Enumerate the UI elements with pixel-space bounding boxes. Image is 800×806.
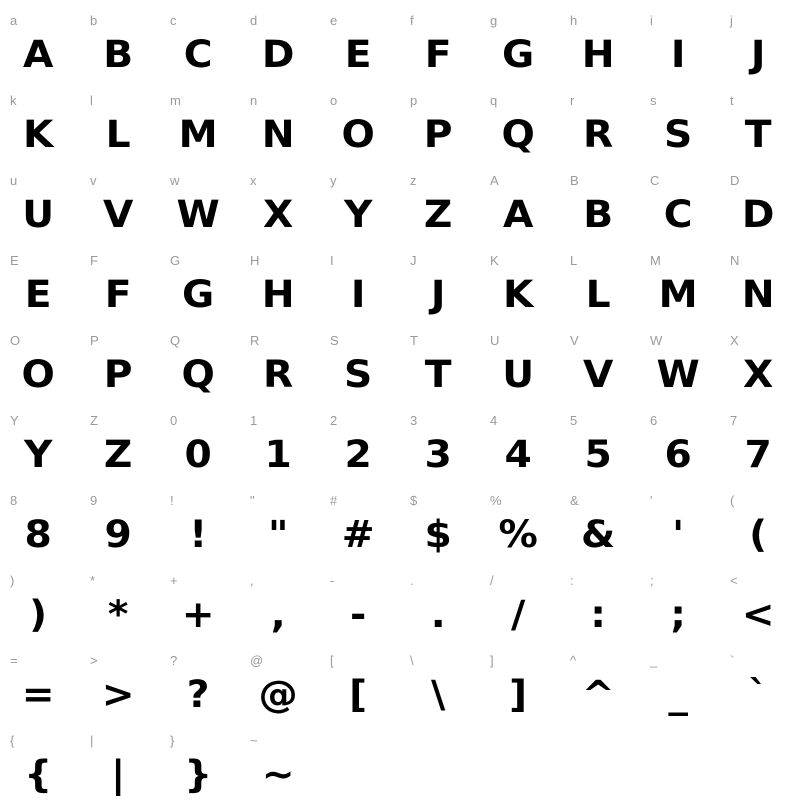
glyph-cell[interactable] bbox=[560, 406, 640, 486]
glyph-cell-character: Q bbox=[181, 353, 215, 396]
glyph-cell-character: W bbox=[176, 193, 220, 236]
glyph-cell-character: I bbox=[350, 273, 366, 316]
glyph-cell-character: B bbox=[583, 193, 614, 236]
glyph-cell-character: N bbox=[741, 273, 775, 316]
glyph-cell-label: i bbox=[650, 13, 653, 28]
glyph-cell-label: q bbox=[490, 93, 498, 108]
glyph-cell[interactable] bbox=[480, 86, 560, 166]
glyph-cell-label: 9 bbox=[90, 493, 98, 508]
glyph-cell[interactable] bbox=[240, 406, 320, 486]
glyph-cell-label: 7 bbox=[730, 413, 738, 428]
glyph-cell[interactable] bbox=[640, 406, 720, 486]
glyph-cell-label: # bbox=[330, 493, 338, 508]
glyph-cell-label: K bbox=[490, 253, 499, 268]
glyph-cell[interactable] bbox=[400, 166, 480, 246]
glyph-cell-character: 2 bbox=[344, 433, 372, 476]
glyph-cell-character: N bbox=[261, 113, 295, 156]
glyph-cell-character: 9 bbox=[104, 513, 132, 556]
glyph-cell-label: n bbox=[250, 93, 258, 108]
glyph-cell-label: j bbox=[730, 13, 733, 28]
glyph-cell[interactable] bbox=[560, 566, 640, 646]
glyph-cell-empty bbox=[560, 726, 640, 806]
glyph-cell[interactable] bbox=[160, 486, 240, 566]
glyph-cell-character: ] bbox=[509, 673, 528, 716]
glyph-cell[interactable] bbox=[480, 486, 560, 566]
glyph-cell-label: M bbox=[650, 253, 661, 268]
glyph-cell-character: S bbox=[664, 113, 693, 156]
glyph-cell-character: V bbox=[102, 193, 134, 236]
glyph-cell[interactable] bbox=[560, 646, 640, 726]
glyph-cell[interactable] bbox=[320, 566, 400, 646]
glyph-cell-label: $ bbox=[410, 493, 418, 508]
glyph-cell[interactable] bbox=[480, 326, 560, 406]
glyph-cell-label: t bbox=[730, 93, 734, 108]
glyph-cell[interactable] bbox=[480, 6, 560, 86]
glyph-cell-character: B bbox=[103, 33, 134, 76]
glyph-cell-character: ! bbox=[189, 513, 208, 556]
glyph-cell[interactable] bbox=[240, 646, 320, 726]
glyph-cell-label: F bbox=[90, 253, 98, 268]
glyph-cell-label: = bbox=[10, 653, 18, 668]
glyph-cell-label: U bbox=[490, 333, 500, 348]
glyph-cell-character: ' bbox=[672, 513, 685, 556]
glyph-cell-label: D bbox=[730, 173, 740, 188]
glyph-cell-label: A bbox=[490, 173, 499, 188]
glyph-cell-character: O bbox=[21, 353, 55, 396]
glyph-cell-label: W bbox=[650, 333, 663, 348]
glyph-cell[interactable] bbox=[640, 646, 720, 726]
glyph-cell-label: d bbox=[250, 13, 258, 28]
glyph-cell-label: ' bbox=[650, 493, 653, 508]
glyph-cell-character: P bbox=[103, 353, 133, 396]
glyph-cell-label: Z bbox=[90, 413, 98, 428]
glyph-cell[interactable] bbox=[240, 326, 320, 406]
glyph-cell-label: B bbox=[570, 173, 579, 188]
glyph-cell-character: X bbox=[263, 193, 294, 236]
glyph-cell-character: W bbox=[656, 353, 700, 396]
glyph-cell[interactable] bbox=[560, 86, 640, 166]
glyph-cell-character: R bbox=[583, 113, 614, 156]
glyph-cell[interactable] bbox=[160, 566, 240, 646]
glyph-cell-empty bbox=[480, 726, 560, 806]
glyph-cell[interactable] bbox=[720, 166, 800, 246]
glyph-cell-character: I bbox=[670, 33, 686, 76]
glyph-cell-label: N bbox=[730, 253, 740, 268]
glyph-cell-character: J bbox=[750, 33, 766, 76]
glyph-cell-label: H bbox=[250, 253, 260, 268]
glyph-cell-character: H bbox=[261, 273, 295, 316]
glyph-cell-character: T bbox=[424, 353, 452, 396]
glyph-cell-label: z bbox=[410, 173, 417, 188]
glyph-cell-character: + bbox=[181, 593, 215, 636]
glyph-cell-label: o bbox=[330, 93, 338, 108]
glyph-cell[interactable] bbox=[80, 566, 160, 646]
glyph-cell-label: - bbox=[330, 573, 335, 588]
glyph-cell[interactable] bbox=[160, 726, 240, 806]
glyph-cell-label: 6 bbox=[650, 413, 658, 428]
glyph-cell-character: Z bbox=[423, 193, 453, 236]
glyph-cell-character: / bbox=[510, 593, 526, 636]
glyph-grid bbox=[0, 6, 800, 806]
glyph-cell-label: / bbox=[490, 573, 494, 588]
glyph-cell[interactable] bbox=[480, 646, 560, 726]
glyph-cell-character: P bbox=[423, 113, 453, 156]
glyph-cell-character: U bbox=[502, 353, 535, 396]
glyph-cell[interactable] bbox=[320, 86, 400, 166]
glyph-cell[interactable] bbox=[720, 646, 800, 726]
glyph-cell-character: 5 bbox=[584, 433, 612, 476]
glyph-cell-label: ` bbox=[730, 653, 735, 668]
glyph-cell-character: L bbox=[105, 113, 131, 156]
glyph-cell-character: M bbox=[658, 273, 698, 316]
glyph-cell-character: " bbox=[267, 513, 289, 556]
glyph-cell[interactable] bbox=[640, 246, 720, 326]
glyph-cell-label: | bbox=[90, 733, 94, 748]
glyph-cell[interactable] bbox=[480, 566, 560, 646]
glyph-cell-character: | bbox=[110, 753, 126, 796]
glyph-cell-label: < bbox=[730, 573, 738, 588]
glyph-cell[interactable] bbox=[240, 6, 320, 86]
glyph-cell-label: % bbox=[490, 493, 502, 508]
glyph-cell-label: c bbox=[170, 13, 177, 28]
glyph-cell-label: Q bbox=[170, 333, 181, 348]
glyph-cell-character: V bbox=[582, 353, 614, 396]
glyph-cell[interactable] bbox=[160, 166, 240, 246]
glyph-cell-character: M bbox=[178, 113, 218, 156]
glyph-cell-character: > bbox=[101, 673, 135, 716]
glyph-cell-label: Y bbox=[10, 413, 19, 428]
glyph-cell-label: a bbox=[10, 13, 18, 28]
glyph-cell-character: R bbox=[263, 353, 294, 396]
glyph-cell-character: { bbox=[24, 753, 53, 796]
glyph-cell[interactable] bbox=[480, 406, 560, 486]
glyph-cell-character: Z bbox=[103, 433, 133, 476]
glyph-cell-label: w bbox=[170, 173, 180, 188]
glyph-cell[interactable] bbox=[320, 646, 400, 726]
glyph-cell[interactable] bbox=[0, 326, 80, 406]
glyph-cell[interactable] bbox=[80, 486, 160, 566]
glyph-cell-character: % bbox=[498, 513, 538, 556]
glyph-cell[interactable] bbox=[80, 6, 160, 86]
glyph-cell-label: \ bbox=[410, 653, 414, 668]
glyph-cell[interactable] bbox=[160, 326, 240, 406]
glyph-cell[interactable] bbox=[720, 246, 800, 326]
glyph-cell-label: L bbox=[570, 253, 578, 268]
glyph-cell-character: 6 bbox=[664, 433, 692, 476]
glyph-cell[interactable] bbox=[640, 6, 720, 86]
glyph-cell-label: ~ bbox=[250, 733, 258, 748]
glyph-cell-label: v bbox=[90, 173, 97, 188]
glyph-cell-label: y bbox=[330, 173, 337, 188]
glyph-cell-label: _ bbox=[650, 653, 658, 668]
glyph-cell-label: p bbox=[410, 93, 418, 108]
glyph-cell-character: 7 bbox=[744, 433, 772, 476]
glyph-cell-label: l bbox=[90, 93, 93, 108]
glyph-cell-label: > bbox=[90, 653, 98, 668]
glyph-cell[interactable] bbox=[560, 246, 640, 326]
glyph-cell-label: 1 bbox=[250, 413, 258, 428]
glyph-cell-label: 2 bbox=[330, 413, 338, 428]
glyph-cell-label: @ bbox=[250, 653, 264, 668]
glyph-cell-label: ( bbox=[730, 493, 735, 508]
glyph-cell[interactable] bbox=[400, 646, 480, 726]
glyph-cell-label: h bbox=[570, 13, 578, 28]
glyph-cell-label: 4 bbox=[490, 413, 498, 428]
glyph-cell-character: ) bbox=[29, 593, 48, 636]
glyph-cell[interactable] bbox=[80, 166, 160, 246]
glyph-cell[interactable] bbox=[400, 486, 480, 566]
glyph-cell[interactable] bbox=[320, 486, 400, 566]
glyph-cell[interactable] bbox=[0, 406, 80, 486]
glyph-cell-character: \ bbox=[430, 673, 446, 716]
glyph-cell[interactable] bbox=[480, 166, 560, 246]
glyph-cell-label: J bbox=[410, 253, 417, 268]
glyph-cell-empty bbox=[640, 726, 720, 806]
glyph-cell-character: C bbox=[663, 193, 693, 236]
glyph-cell[interactable] bbox=[240, 486, 320, 566]
glyph-cell[interactable] bbox=[640, 326, 720, 406]
glyph-cell[interactable] bbox=[560, 6, 640, 86]
glyph-cell-label: S bbox=[330, 333, 339, 348]
glyph-cell[interactable] bbox=[160, 406, 240, 486]
glyph-cell[interactable] bbox=[240, 726, 320, 806]
glyph-cell-character: G bbox=[182, 273, 215, 316]
glyph-cell-character: K bbox=[502, 273, 534, 316]
glyph-cell-character: $ bbox=[424, 513, 452, 556]
glyph-cell-character: F bbox=[424, 33, 452, 76]
glyph-cell[interactable] bbox=[80, 86, 160, 166]
glyph-cell[interactable] bbox=[720, 486, 800, 566]
glyph-cell-character: ? bbox=[186, 673, 210, 716]
glyph-cell-character: Y bbox=[343, 193, 373, 236]
glyph-cell-label: g bbox=[490, 13, 498, 28]
glyph-cell-label: 8 bbox=[10, 493, 18, 508]
glyph-cell[interactable] bbox=[0, 566, 80, 646]
glyph-cell-character: E bbox=[344, 33, 372, 76]
glyph-cell-label: m bbox=[170, 93, 181, 108]
glyph-cell-character: D bbox=[741, 193, 775, 236]
glyph-cell[interactable] bbox=[720, 6, 800, 86]
glyph-cell[interactable] bbox=[0, 486, 80, 566]
glyph-cell-label: ! bbox=[170, 493, 174, 508]
glyph-cell-character: : bbox=[590, 593, 606, 636]
glyph-cell[interactable] bbox=[320, 406, 400, 486]
glyph-cell-label: * bbox=[90, 573, 96, 588]
glyph-cell-label: G bbox=[170, 253, 181, 268]
glyph-cell-label: 5 bbox=[570, 413, 578, 428]
glyph-cell-character: C bbox=[183, 33, 213, 76]
glyph-cell-character: L bbox=[585, 273, 611, 316]
glyph-cell-character: S bbox=[344, 353, 373, 396]
glyph-cell-label: : bbox=[570, 573, 574, 588]
glyph-cell[interactable] bbox=[0, 246, 80, 326]
glyph-cell-character: K bbox=[22, 113, 54, 156]
glyph-cell-character: } bbox=[184, 753, 213, 796]
glyph-cell-label: [ bbox=[330, 653, 334, 668]
glyph-cell[interactable] bbox=[400, 406, 480, 486]
glyph-cell-label: + bbox=[170, 573, 178, 588]
glyph-cell[interactable] bbox=[400, 566, 480, 646]
glyph-cell-label: } bbox=[170, 733, 175, 748]
glyph-cell-character: ^ bbox=[581, 673, 615, 716]
glyph-cell-character: D bbox=[261, 33, 295, 76]
glyph-cell-character: _ bbox=[668, 673, 688, 716]
glyph-cell-character: F bbox=[104, 273, 132, 316]
glyph-cell-character: Q bbox=[501, 113, 535, 156]
glyph-cell[interactable] bbox=[0, 6, 80, 86]
glyph-cell[interactable] bbox=[240, 566, 320, 646]
glyph-cell-empty bbox=[320, 726, 400, 806]
glyph-cell-character: ( bbox=[749, 513, 768, 556]
glyph-cell[interactable] bbox=[640, 486, 720, 566]
glyph-cell-label: f bbox=[410, 13, 414, 28]
glyph-cell-label: X bbox=[730, 333, 739, 348]
glyph-cell-label: { bbox=[10, 733, 15, 748]
glyph-cell[interactable] bbox=[0, 86, 80, 166]
glyph-cell[interactable] bbox=[160, 646, 240, 726]
glyph-cell-character: & bbox=[581, 513, 616, 556]
glyph-cell-label: r bbox=[570, 93, 575, 108]
glyph-cell-character: Y bbox=[23, 433, 53, 476]
glyph-cell[interactable] bbox=[640, 86, 720, 166]
glyph-cell[interactable] bbox=[320, 6, 400, 86]
glyph-cell-character: 1 bbox=[264, 433, 292, 476]
glyph-cell[interactable] bbox=[320, 326, 400, 406]
glyph-cell-character: . bbox=[430, 593, 446, 636]
glyph-cell[interactable] bbox=[320, 166, 400, 246]
glyph-cell[interactable] bbox=[80, 406, 160, 486]
glyph-cell-character: J bbox=[430, 273, 446, 316]
glyph-cell-character: T bbox=[744, 113, 772, 156]
glyph-cell-character: * bbox=[107, 593, 129, 636]
glyph-cell[interactable] bbox=[160, 86, 240, 166]
glyph-cell-label: ; bbox=[650, 573, 654, 588]
glyph-cell-empty bbox=[720, 726, 800, 806]
glyph-cell[interactable] bbox=[480, 246, 560, 326]
glyph-cell[interactable] bbox=[720, 406, 800, 486]
glyph-cell-label: ? bbox=[170, 653, 178, 668]
glyph-cell-character: @ bbox=[258, 673, 298, 716]
glyph-cell-label: E bbox=[10, 253, 19, 268]
glyph-cell-label: " bbox=[250, 493, 255, 508]
glyph-cell[interactable] bbox=[320, 246, 400, 326]
glyph-cell[interactable] bbox=[640, 166, 720, 246]
glyph-cell-label: , bbox=[250, 573, 254, 588]
glyph-cell-character: A bbox=[502, 193, 534, 236]
glyph-cell-label: ) bbox=[10, 573, 15, 588]
glyph-cell-character: [ bbox=[349, 673, 368, 716]
glyph-cell[interactable] bbox=[80, 246, 160, 326]
glyph-cell-character: ~ bbox=[261, 753, 295, 796]
glyph-cell-character: < bbox=[741, 593, 775, 636]
glyph-cell[interactable] bbox=[720, 566, 800, 646]
glyph-cell[interactable] bbox=[0, 646, 80, 726]
glyph-cell[interactable] bbox=[560, 486, 640, 566]
glyph-cell[interactable] bbox=[720, 326, 800, 406]
glyph-cell-label: P bbox=[90, 333, 99, 348]
glyph-cell-character: E bbox=[24, 273, 52, 316]
glyph-cell-label: ] bbox=[490, 653, 494, 668]
glyph-cell[interactable] bbox=[240, 86, 320, 166]
glyph-cell-label: e bbox=[330, 13, 338, 28]
glyph-cell-character: , bbox=[270, 593, 286, 636]
glyph-cell-label: ^ bbox=[570, 653, 577, 668]
glyph-cell[interactable] bbox=[560, 326, 640, 406]
glyph-cell-character: 4 bbox=[504, 433, 532, 476]
glyph-cell-label: O bbox=[10, 333, 21, 348]
glyph-cell-label: x bbox=[250, 173, 257, 188]
glyph-cell-character: A bbox=[22, 33, 54, 76]
glyph-cell-character: 8 bbox=[24, 513, 52, 556]
glyph-cell-character: G bbox=[502, 33, 535, 76]
glyph-cell[interactable] bbox=[560, 166, 640, 246]
glyph-cell[interactable] bbox=[240, 166, 320, 246]
glyph-cell[interactable] bbox=[0, 166, 80, 246]
glyph-cell-character: ; bbox=[670, 593, 686, 636]
glyph-cell[interactable] bbox=[80, 726, 160, 806]
glyph-cell-label: I bbox=[330, 253, 334, 268]
glyph-cell[interactable] bbox=[160, 6, 240, 86]
glyph-cell-character: - bbox=[350, 593, 367, 636]
glyph-cell-label: 0 bbox=[170, 413, 178, 428]
glyph-cell-character: ` bbox=[748, 673, 768, 716]
glyph-cell-character: H bbox=[581, 33, 615, 76]
glyph-cell[interactable] bbox=[640, 566, 720, 646]
glyph-cell[interactable] bbox=[80, 326, 160, 406]
glyph-cell-label: C bbox=[650, 173, 660, 188]
glyph-cell-label: V bbox=[570, 333, 579, 348]
glyph-cell[interactable] bbox=[400, 6, 480, 86]
glyph-cell-label: T bbox=[410, 333, 418, 348]
glyph-cell-label: R bbox=[250, 333, 260, 348]
glyph-cell[interactable] bbox=[720, 86, 800, 166]
glyph-cell[interactable] bbox=[400, 326, 480, 406]
glyph-cell[interactable] bbox=[400, 86, 480, 166]
glyph-cell-label: k bbox=[10, 93, 17, 108]
glyph-cell[interactable] bbox=[160, 246, 240, 326]
glyph-cell-label: & bbox=[570, 493, 579, 508]
glyph-cell-character: = bbox=[21, 673, 55, 716]
glyph-cell-character: O bbox=[341, 113, 375, 156]
glyph-cell[interactable] bbox=[400, 246, 480, 326]
glyph-cell-empty bbox=[400, 726, 480, 806]
glyph-cell-character: X bbox=[743, 353, 774, 396]
glyph-cell-label: u bbox=[10, 173, 18, 188]
glyph-cell-label: b bbox=[90, 13, 98, 28]
glyph-cell[interactable] bbox=[80, 646, 160, 726]
glyph-cell[interactable] bbox=[240, 246, 320, 326]
glyph-cell-label: s bbox=[650, 93, 657, 108]
glyph-cell-label: . bbox=[410, 573, 414, 588]
glyph-cell-character: U bbox=[22, 193, 55, 236]
glyph-cell-character: 3 bbox=[424, 433, 452, 476]
glyph-cell-character: 0 bbox=[184, 433, 212, 476]
glyph-cell-character: # bbox=[341, 513, 375, 556]
glyph-cell[interactable] bbox=[0, 726, 80, 806]
glyph-cell-label: 3 bbox=[410, 413, 418, 428]
